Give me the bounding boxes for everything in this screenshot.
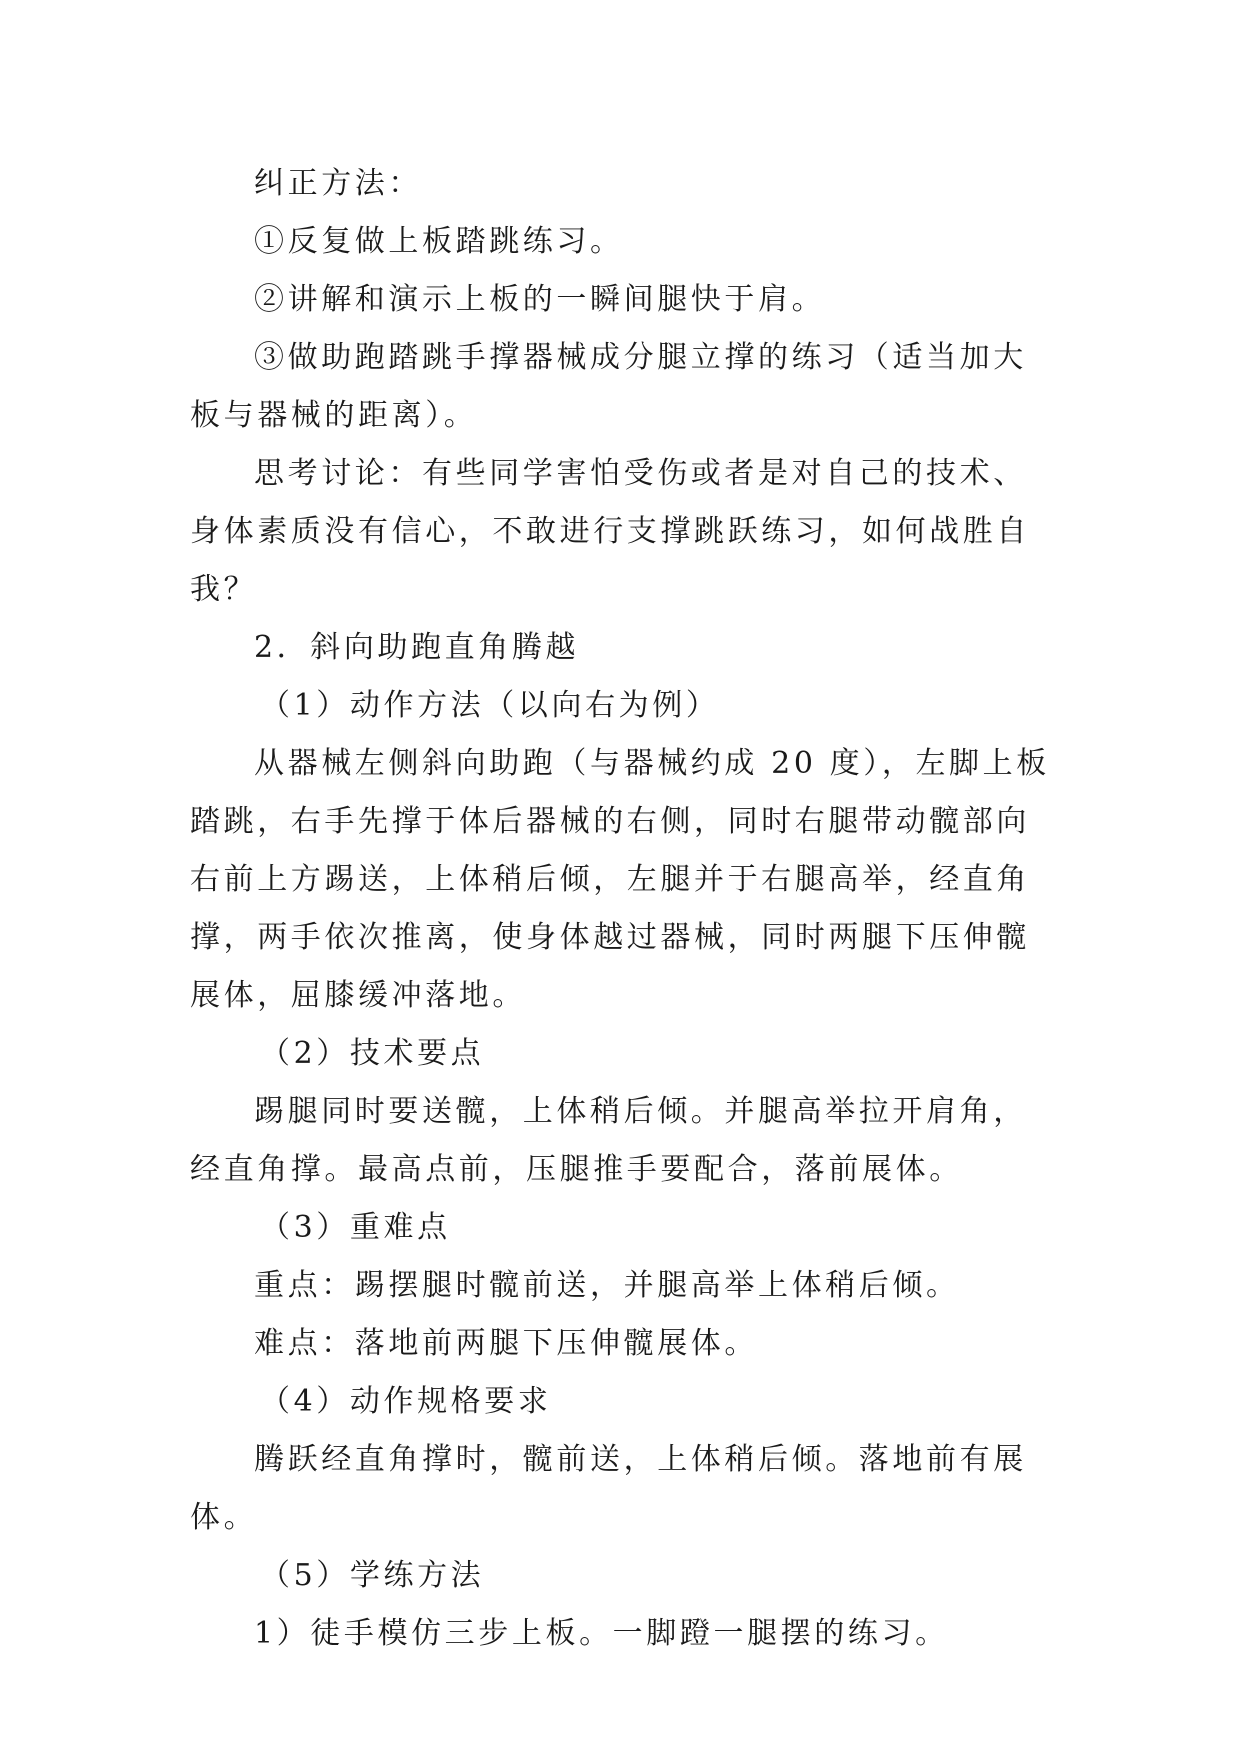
paragraph-correction-heading: 纠正方法：: [254, 166, 422, 201]
document-page: [190, 155, 1050, 1663]
section-heading-2: 2．斜向助跑直角腾越: [254, 630, 580, 665]
subheading-action-method: （1）动作方法（以向右为例）: [260, 688, 720, 723]
subheading-practice-methods: （5）学练方法: [260, 1558, 485, 1593]
paragraph-discussion: 思考讨论：有些同学害怕受伤或者是对自己的技术、身体素质没有信心，不敢进行支撑跳跃练习，如何战胜自我？: [190, 456, 1030, 607]
paragraph-correction-1: ①反复做上板踏跳练习。: [254, 224, 624, 259]
paragraph-practice-1: 1）徒手模仿三步上板。一脚蹬一腿摆的练习。: [254, 1616, 949, 1651]
subheading-spec-requirements: （4）动作规格要求: [260, 1384, 552, 1419]
paragraph-difficult-point: 难点：落地前两腿下压伸髋展体。: [254, 1326, 758, 1361]
paragraph-correction-2: ②讲解和演示上板的一瞬间腿快于肩。: [254, 282, 826, 317]
paragraph-correction-3: ③做助跑踏跳手撑器械成分腿立撑的练习（适当加大板与器械的距离）。: [190, 340, 1027, 433]
paragraph-key-point: 重点：踢摆腿时髋前送，并腿高举上体稍后倾。: [254, 1268, 960, 1303]
subheading-key-difficult: （3）重难点: [260, 1210, 451, 1245]
paragraph-action-method: 从器械左侧斜向助跑（与器械约成 20 度），左脚上板踏跳，右手先撑于体后器械的右侧，同时右腿带动髋部向右前上方踢送，上体稍后倾，左腿并于右腿高举，经直角撑，两手依次推离，使身体越过器械，同时两腿下压伸髋展体，屈膝缓冲落地。: [190, 746, 1050, 1013]
paragraph-tech-points: 踢腿同时要送髋，上体稍后倾。并腿高举拉开肩角，经直角撑。最高点前，压腿推手要配合，落前展体。: [190, 1094, 1027, 1187]
paragraph-spec-requirements: 腾跃经直角撑时，髋前送，上体稍后倾。落地前有展体。: [190, 1442, 1027, 1535]
subheading-tech-points: （2）技术要点: [260, 1036, 485, 1071]
